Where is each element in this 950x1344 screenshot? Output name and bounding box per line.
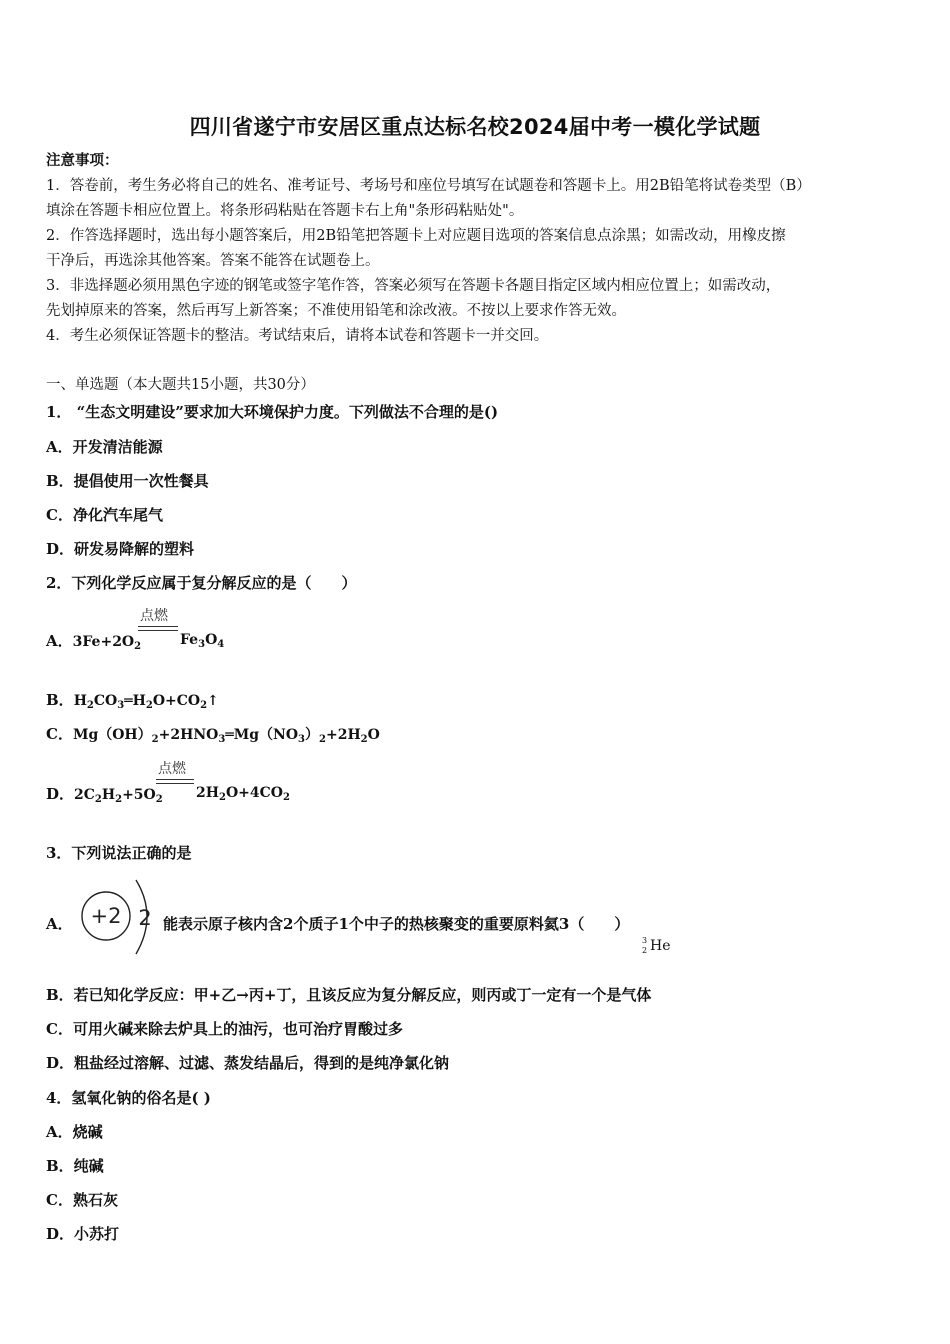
q3-option-a-text: 能表示原子核内含2个质子1个中子的热核聚变的重要原料氦3（ ） — [163, 915, 630, 933]
q4-option-a: A．烧碱 — [46, 1123, 103, 1141]
note-line: 3．非选择题必须用黑色字迹的钢笔或签字笔作答，答案必须写在答题卡各题目指定区域内相应位置上；如需改动， — [46, 278, 781, 294]
equation-left: $3Fe+2O_2$ — [72, 634, 142, 652]
q2-option-a — [46, 630, 141, 652]
q2-option-c: C．$Mg(OH)_2+2HNO_3═Mg(NO_3)_2+2H_2O$ — [46, 725, 380, 745]
q1-option-b: B．提倡使用一次性餐具 — [46, 472, 209, 490]
question-4-stem: 4．氢氧化钠的俗名是( ) — [46, 1089, 211, 1107]
exam-page: 四川省遂宁市安居区重点达标名校2024届中考一模化学试题 注意事项： 1．答卷前，考生务必将自己的姓名、准考证号、考场号和座位号填写在试题卷和答题卡上。用2B铅笔将试卷类型（B） 填涂在答题卡相应位置上。将条形码粘贴在答题卡右上角"条形码粘贴处"。 2．作答选择题时，选出每小题答案后，用2B铅笔把答题卡上对应题目选项的答案信息点涂黑；如需改动，用橡皮擦 干净后，再选涂其他答案。答案不能答在试题卷上。 3．非选择题必须用黑色字迹的钢笔或签字笔作答，答案必须写在答题卡各题目指定区域内相应位置上；如需改动， 先划掉原来的答案，然后再写上新答案；不准使用铅笔和涂改液。不按以上要求作答无效。 4．考生必须保证答题卡的整洁。考试结束后，请将本试卷和答题卡一并交回。 一、单选题（本大题共15小题，共30分） 1． “生态文明建设”要求加大环境保护力度。下列做法不合理的是() A．开发清洁能源 B．提倡使用一次性餐具 C．净化汽车尾气 D．研发易降解的塑料 2．下列化学反应属于复分解反应的是（ ） A．$3Fe+2O_2$ 点燃 $Fe_3O_4$ B．$H_2CO_3═H_2O+CO_2↑$ C．$Mg(OH)_2+2HNO_3═Mg(NO_3)_2+2H_2O$ D．$2C_2H_2+5O_2$ 点燃 $2H_2O+4CO_2$ 3．下列说法正确的是 A． +2 2 能表示原子核内含2个质子1个中子的热核聚变的重要原料氦3（ ） 3 2 He B．若已知化学反应：甲+乙→丙+丁，且该反应为复分解反应，则丙或丁一定有一个是气体 C．可用火碱来除去炉具上的油污，也可治疗胃酸过多 D．粗盐经过溶解、过滤、蒸发结晶后，得到的是纯净氯化钠 4．氢氧化钠的俗名是( ) A．烧碱 B．纯碱 C．熟石灰 D．小苏打 — [0, 0, 950, 1344]
note-line: 先划掉原来的答案，然后再写上新答案；不准使用铅笔和涂改液。不按以上要求作答无效。 — [46, 303, 626, 319]
q4-option-d: D．小苏打 — [46, 1225, 120, 1243]
reaction-condition: 点燃 — [158, 761, 186, 777]
note-line: 1．答卷前，考生务必将自己的姓名、准考证号、考场号和座位号填写在试题卷和答题卡上。用2B铅笔将试卷类型（B） — [46, 178, 811, 194]
electron-count: 2 — [138, 906, 152, 930]
notes-heading: 注意事项： — [46, 152, 119, 169]
equals-sign — [156, 779, 194, 784]
question-1-stem: 1． “生态文明建设”要求加大环境保护力度。下列做法不合理的是() — [46, 403, 499, 421]
q1-option-d: D．研发易降解的塑料 — [46, 540, 195, 558]
note-line: 填涂在答题卡相应位置上。将条形码粘贴在答题卡右上角"条形码粘贴处"。 — [46, 203, 524, 219]
q4-option-b: B．纯碱 — [46, 1157, 104, 1175]
option-label: A． — [46, 632, 73, 650]
q4-option-c: C．熟石灰 — [46, 1191, 118, 1209]
q3-option-a-label: A． — [46, 915, 73, 933]
page-title: 四川省遂宁市安居区重点达标名校2024届中考一模化学试题 — [189, 115, 761, 139]
q1-option-a: A．开发清洁能源 — [46, 438, 163, 456]
note-line: 2．作答选择题时，选出每小题答案后，用2B铅笔把答题卡上对应题目选项的答案信息点涂黑；如需改动，用橡皮擦 — [46, 228, 786, 244]
equation-right: $Fe_3O_4$ — [180, 632, 225, 650]
q3-option-d: D．粗盐经过溶解、过滤、蒸发结晶后，得到的是纯净氯化钠 — [46, 1054, 450, 1072]
q1-option-c: C．净化汽车尾气 — [46, 506, 163, 524]
question-2-stem: 2．下列化学反应属于复分解反应的是（ ） — [46, 574, 357, 592]
nucleus-charge: +2 — [90, 904, 122, 928]
equation-right: $2H_2O+4CO_2$ — [196, 785, 290, 803]
q2-option-d: D．$2C_2H_2+5O_2$ — [46, 785, 163, 805]
note-line: 干净后，再选涂其他答案。答案不能答在试题卷上。 — [46, 253, 380, 269]
q2-option-b: B．$H_2CO_3═H_2O+CO_2↑$ — [46, 691, 219, 711]
section-heading: 一、单选题（本大题共15小题，共30分） — [46, 377, 315, 393]
equals-sign — [138, 626, 178, 631]
q3-option-c: C．可用火碱来除去炉具上的油污，也可治疗胃酸过多 — [46, 1020, 403, 1038]
atom-structure-diagram — [78, 878, 162, 958]
note-line: 4．考生必须保证答题卡的整洁。考试结束后，请将本试卷和答题卡一并交回。 — [46, 328, 549, 344]
question-3-stem: 3．下列说法正确的是 — [46, 844, 192, 862]
q3-option-b: B．若已知化学反应：甲+乙→丙+丁，且该反应为复分解反应，则丙或丁一定有一个是气体 — [46, 986, 652, 1004]
reaction-condition: 点燃 — [140, 608, 168, 624]
